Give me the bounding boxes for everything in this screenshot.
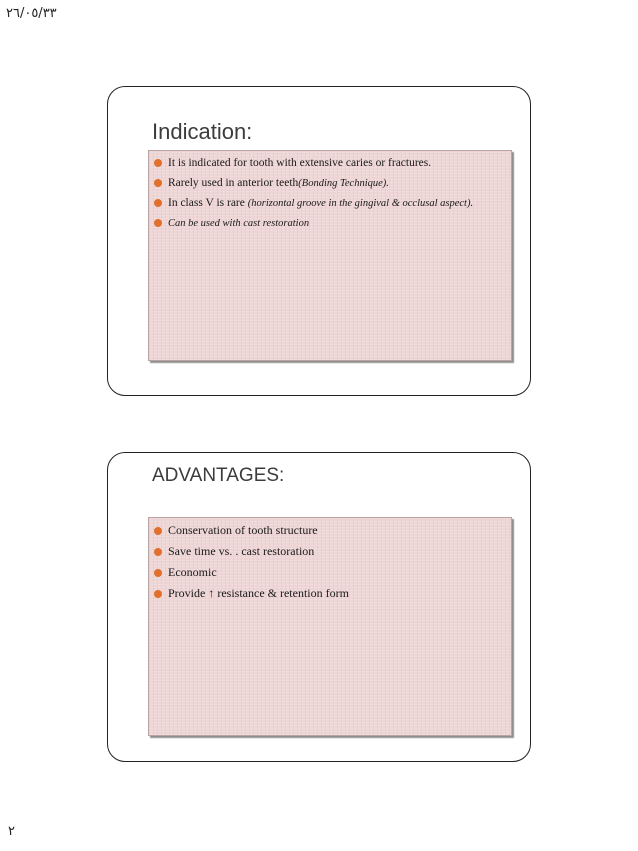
list-item bbox=[153, 175, 505, 192]
circle-bullet-icon bbox=[154, 219, 162, 227]
circle-bullet-icon bbox=[154, 569, 162, 577]
list-item bbox=[153, 215, 505, 232]
item-text: Save time vs. . cast restoration bbox=[168, 544, 315, 558]
list-item bbox=[153, 564, 505, 581]
item-text: Provide ↑ resistance & retention form bbox=[168, 586, 349, 600]
list-item bbox=[153, 543, 505, 560]
item-text: Economic bbox=[168, 565, 217, 579]
circle-bullet-icon bbox=[154, 199, 162, 207]
item-italic-text: Can be used with cast restoration bbox=[168, 218, 310, 229]
page-number: ٢ bbox=[8, 824, 15, 839]
bullet-list bbox=[149, 518, 511, 602]
item-text: Rarely used in anterior teeth bbox=[168, 177, 299, 189]
list-item bbox=[153, 155, 505, 172]
slide-title: Indication: bbox=[152, 119, 253, 144]
circle-bullet-icon bbox=[154, 159, 162, 167]
circle-bullet-icon bbox=[154, 590, 162, 598]
slide-title: ADVANTAGES: bbox=[152, 465, 285, 486]
list-item bbox=[153, 195, 505, 212]
date-stamp: ٢٦/٠٥/٣٣ bbox=[6, 6, 57, 21]
circle-bullet-icon bbox=[154, 548, 162, 556]
circle-bullet-icon bbox=[154, 527, 162, 535]
slide-advantages bbox=[107, 452, 531, 762]
item-text: In class V is rare bbox=[168, 197, 248, 209]
bullet-list bbox=[149, 151, 511, 232]
item-text: Conservation of tooth structure bbox=[168, 523, 318, 537]
content-box bbox=[148, 150, 512, 361]
circle-bullet-icon bbox=[154, 179, 162, 187]
item-italic-text: (horizontal groove in the gingival & occlusal aspect). bbox=[247, 198, 474, 209]
list-item bbox=[153, 522, 505, 539]
item-italic-text: (Bonding Technique). bbox=[298, 178, 389, 189]
slide-indication bbox=[107, 86, 531, 396]
content-box bbox=[148, 517, 512, 736]
list-item bbox=[153, 585, 505, 602]
item-text: It is indicated for tooth with extensive caries or fractures. bbox=[168, 157, 432, 169]
